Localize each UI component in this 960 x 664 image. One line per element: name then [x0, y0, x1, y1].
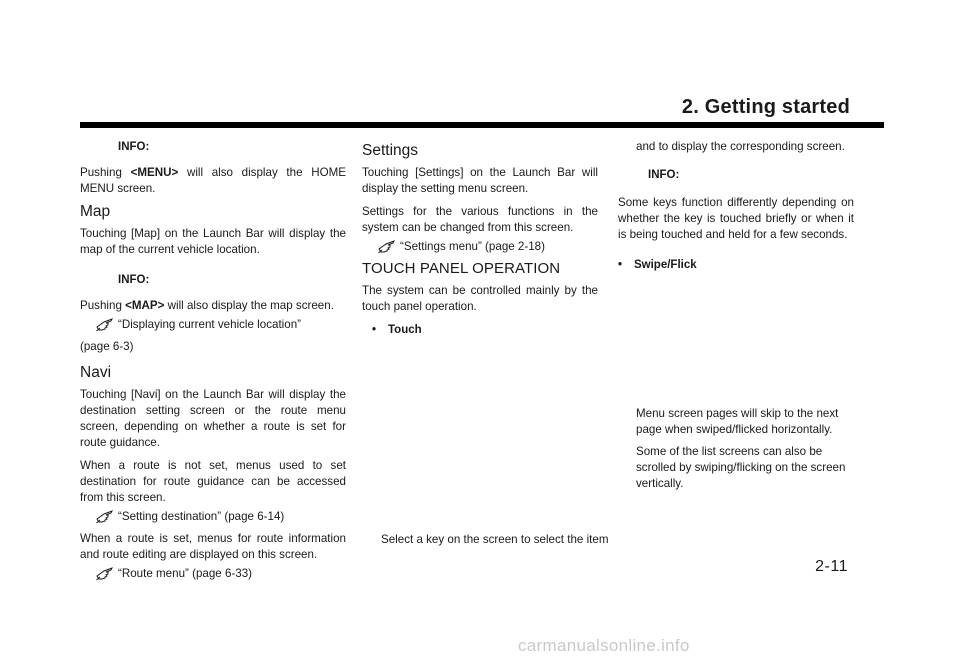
reference-link[interactable] — [96, 566, 346, 582]
info-text: Pushing — [80, 166, 131, 179]
touch-panel-paragraph: The system can be controlled mainly by the touch panel operation. — [362, 284, 598, 313]
header-rule — [80, 122, 884, 128]
bullet-label: Touch — [388, 324, 422, 336]
reference-text: “Route menu” (page 6-33) — [118, 567, 253, 580]
reference-link[interactable] — [96, 509, 346, 525]
navi-paragraph: When a route is not set, menus used to set destination for route guidance can be accessed from this screen. — [80, 459, 346, 504]
bullet-label: Swipe/Flick — [634, 259, 697, 271]
chapter-title: 2. Getting started — [681, 96, 850, 118]
info-paragraph: Some keys function differently depending on whether the key is touched briefly or when it is being touched and held for a few seconds. — [618, 196, 854, 241]
swipe-description — [636, 406, 856, 498]
reference-page: (page 6-3) — [80, 340, 134, 353]
reference-link[interactable] — [378, 239, 598, 255]
info-label: INFO: — [648, 169, 680, 181]
settings-paragraph: Settings for the various functions in the system can be changed from this screen. — [362, 205, 598, 234]
info-paragraph — [80, 165, 346, 197]
column-1 — [80, 139, 346, 588]
swipe-paragraph: Menu screen pages will skip to the next page when swiped/flicked horizontally. — [636, 407, 839, 436]
info-text: Pushing — [80, 299, 126, 312]
navi-paragraph: Touching [Navi] on the Launch Bar will display the destination setting screen or the route menu screen, depending on whether a route is set for route guidance. — [80, 388, 346, 449]
pointing-hand-icon — [378, 240, 396, 254]
section-heading-navi: Navi — [80, 364, 112, 381]
column-3 — [618, 139, 854, 279]
navi-paragraph: When a route is set, menus for route information and route editing are displayed on this screen. — [80, 532, 346, 561]
reference-link[interactable] — [96, 317, 346, 333]
reference-text: “Settings menu” (page 2-18) — [400, 240, 545, 253]
settings-paragraph: Touching [Settings] on the Launch Bar will display the setting menu screen. — [362, 166, 598, 195]
pointing-hand-icon — [96, 567, 114, 581]
info-text: will also display the HOME MENU screen. — [80, 166, 346, 195]
reference-text: “Setting destination” (page 6-14) — [118, 510, 285, 523]
page-number: 2-11 — [815, 558, 848, 575]
info-text: will also display the map screen. — [164, 299, 334, 312]
menu-key: <MENU> — [130, 166, 179, 179]
watermark: carmanualsonline.info — [518, 636, 690, 655]
bullet-item-touch — [372, 322, 598, 338]
bullet-dot-icon: • — [372, 324, 377, 336]
pointing-hand-icon — [96, 510, 114, 524]
section-heading-touch-panel: TOUCH PANEL OPERATION — [362, 260, 561, 277]
pointing-hand-icon — [96, 318, 114, 332]
touch-description: Select a key on the screen to select the item — [381, 533, 609, 546]
section-heading-settings: Settings — [362, 142, 419, 159]
bullet-dot-icon: • — [618, 259, 623, 271]
info-label: INFO: — [118, 274, 150, 286]
bullet-item-swipe — [618, 257, 854, 273]
reference-text: “Displaying current vehicle location” — [118, 318, 302, 331]
touch-description-continued: and to display the corresponding screen. — [636, 140, 845, 153]
map-key: <MAP> — [125, 299, 165, 312]
info-label: INFO: — [118, 141, 150, 153]
column-2 — [362, 139, 598, 344]
section-heading-map: Map — [80, 203, 111, 220]
map-paragraph: Touching [Map] on the Launch Bar will display the map of the current vehicle location. — [80, 227, 346, 256]
swipe-paragraph: Some of the list screens can also be scrolled by swiping/flicking on the screen vertically. — [636, 445, 846, 490]
info-paragraph — [80, 298, 346, 314]
